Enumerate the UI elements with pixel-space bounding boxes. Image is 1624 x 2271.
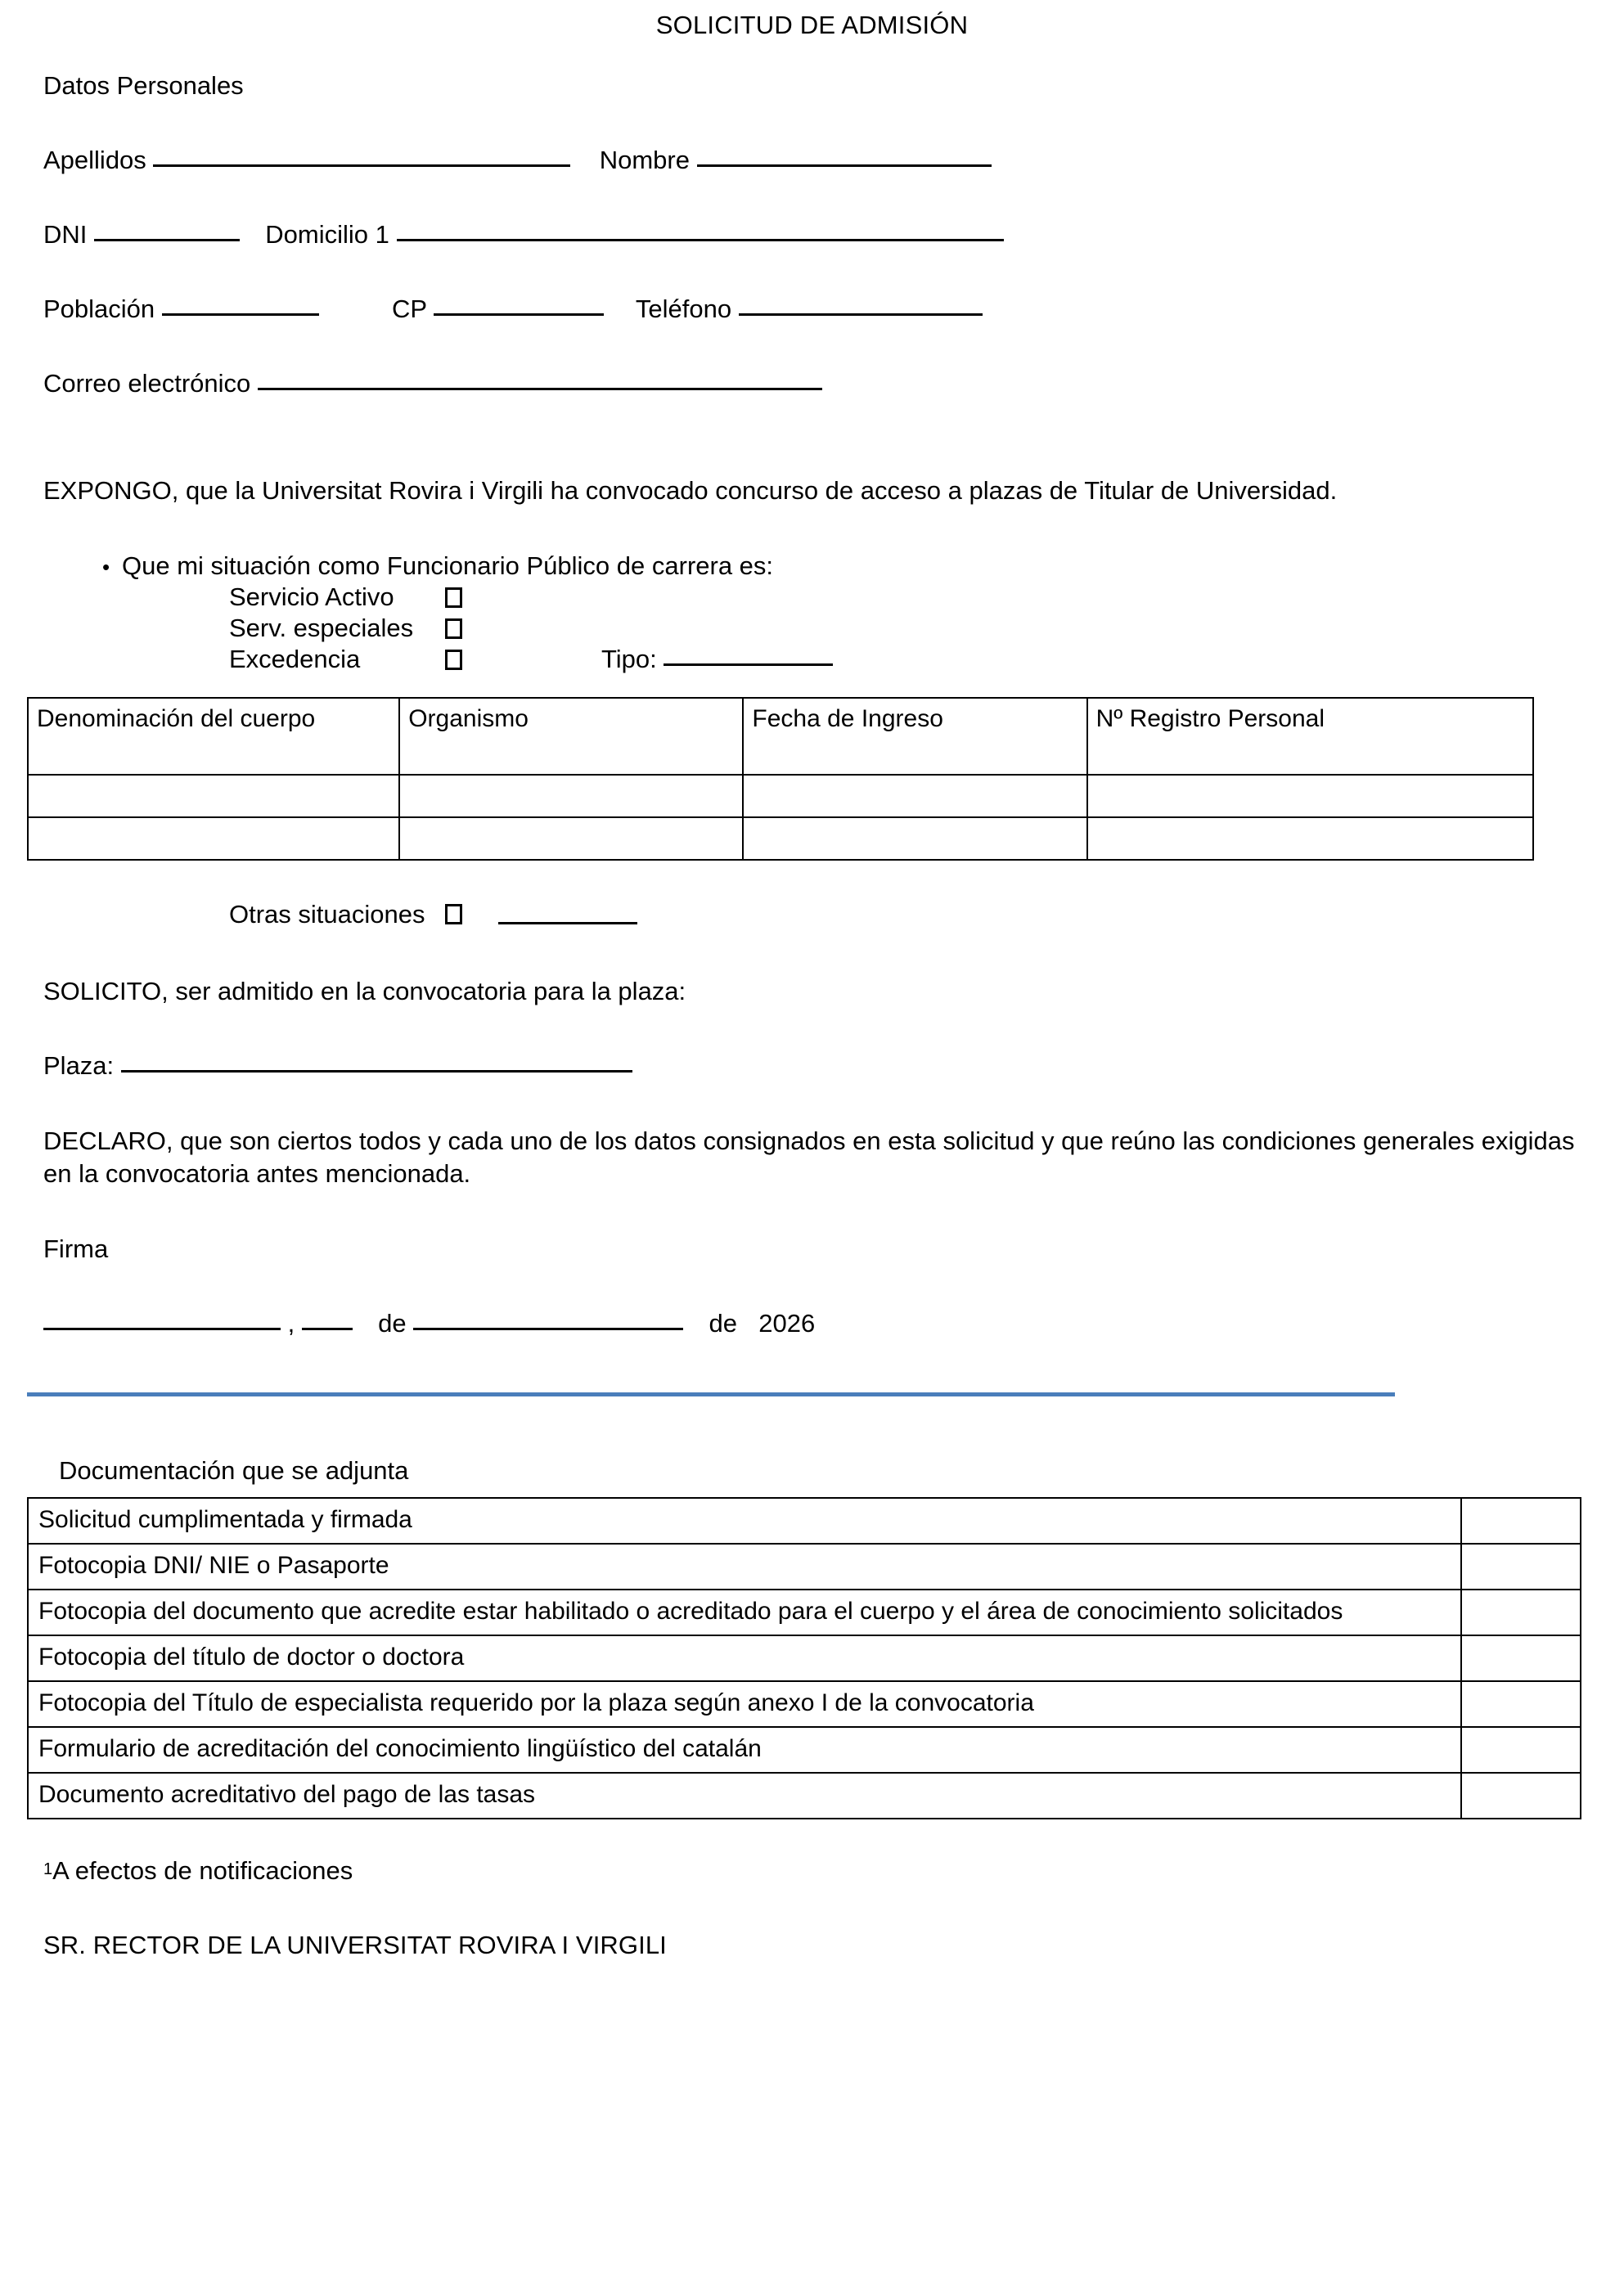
doc-label: Formulario de acreditación del conocimiento lingüístico del catalán bbox=[28, 1727, 1461, 1773]
tipo-field bbox=[601, 643, 833, 677]
doc-checkbox-cell[interactable] bbox=[1461, 1590, 1581, 1635]
doc-label: Fotocopia del título de doctor o doctora bbox=[28, 1635, 1461, 1681]
header-cell-fecha-ingreso: Fecha de Ingreso bbox=[743, 698, 1086, 775]
option-label: Excedencia bbox=[229, 645, 361, 674]
cuerpo-table bbox=[27, 697, 1534, 861]
section-divider-rule bbox=[27, 1392, 1395, 1396]
cell-fecha-ingreso[interactable] bbox=[743, 775, 1086, 817]
dni-label: DNI bbox=[43, 220, 88, 250]
doc-checkbox-cell[interactable] bbox=[1461, 1635, 1581, 1681]
documentation-table bbox=[27, 1497, 1581, 1819]
telefono-input-rule[interactable] bbox=[739, 295, 983, 316]
correo-input-rule[interactable] bbox=[258, 370, 822, 390]
field-row-plaza bbox=[43, 1050, 1581, 1082]
tipo-input-rule[interactable] bbox=[664, 645, 833, 666]
doc-label: Fotocopia DNI/ NIE o Pasaporte bbox=[28, 1544, 1461, 1590]
doc-label: Documento acreditativo del pago de las tasas bbox=[28, 1773, 1461, 1819]
poblacion-input-rule[interactable] bbox=[162, 295, 319, 316]
plaza-label: Plaza: bbox=[43, 1050, 115, 1080]
date-comma: , bbox=[287, 1309, 295, 1338]
field-row-poblacion-cp-telefono bbox=[43, 294, 1581, 326]
poblacion-label: Población bbox=[43, 294, 155, 323]
declaro-paragraph: DECLARO, que son ciertos todos y cada uno de los datos consignados en esta solicitud y que reúno las condiciones generales exigidas en la convocatoria antes mencionada. bbox=[43, 1126, 1575, 1188]
field-row-dni-domicilio bbox=[43, 219, 1581, 251]
footnote-text: A efectos de notificaciones bbox=[52, 1855, 353, 1885]
header-cell-organismo: Organismo bbox=[399, 698, 743, 775]
option-servicio-activo[interactable] bbox=[229, 582, 1581, 614]
doc-checkbox-cell[interactable] bbox=[1461, 1544, 1581, 1590]
header-cell-registro-personal: Nº Registro Personal bbox=[1087, 698, 1533, 775]
apellidos-label: Apellidos bbox=[43, 146, 146, 175]
doc-row[interactable] bbox=[28, 1590, 1581, 1635]
cp-label: CP bbox=[392, 294, 427, 323]
checkbox-otras-situaciones[interactable] bbox=[445, 904, 462, 924]
doc-row[interactable] bbox=[28, 1635, 1581, 1681]
table-header-row bbox=[28, 698, 1533, 775]
tipo-label: Tipo: bbox=[601, 645, 657, 674]
cell-organismo[interactable] bbox=[399, 817, 743, 860]
nombre-label: Nombre bbox=[599, 146, 690, 175]
doc-label: Solicitud cumplimentada y firmada bbox=[28, 1498, 1461, 1544]
expongo-bullet-text: Que mi situación como Funcionario Público de carrera es: bbox=[122, 551, 774, 580]
doc-checkbox-cell[interactable] bbox=[1461, 1498, 1581, 1544]
situacion-options-list bbox=[229, 582, 1581, 676]
footnote-marker: 1 bbox=[43, 1860, 53, 1878]
doc-checkbox-cell[interactable] bbox=[1461, 1773, 1581, 1819]
option-servicios-especiales[interactable] bbox=[229, 614, 1581, 645]
doc-row[interactable] bbox=[28, 1773, 1581, 1819]
footnote bbox=[43, 1855, 1581, 1887]
dia-input-rule[interactable] bbox=[302, 1310, 353, 1330]
otras-situaciones-input-rule[interactable] bbox=[498, 904, 637, 924]
cell-registro-personal[interactable] bbox=[1087, 775, 1533, 817]
lugar-input-rule[interactable] bbox=[43, 1310, 281, 1330]
solicito-paragraph: SOLICITO, ser admitido en la convocatoria para la plaza: bbox=[43, 976, 686, 1005]
dni-input-rule[interactable] bbox=[94, 221, 240, 241]
doc-checkbox-cell[interactable] bbox=[1461, 1727, 1581, 1773]
cell-denominacion[interactable] bbox=[28, 817, 399, 860]
documentation-caption: Documentación que se adjunta bbox=[59, 1456, 409, 1486]
cell-organismo[interactable] bbox=[399, 775, 743, 817]
firma-label: Firma bbox=[43, 1234, 109, 1264]
mes-input-rule[interactable] bbox=[413, 1310, 683, 1330]
cell-fecha-ingreso[interactable] bbox=[743, 817, 1086, 860]
apellidos-input-rule[interactable] bbox=[153, 146, 570, 167]
doc-row[interactable] bbox=[28, 1681, 1581, 1727]
checkbox-excedencia[interactable] bbox=[445, 650, 462, 670]
option-label: Servicio Activo bbox=[229, 582, 394, 612]
otras-situaciones-label: Otras situaciones bbox=[229, 899, 425, 929]
date-de-first: de bbox=[378, 1309, 407, 1338]
doc-row[interactable] bbox=[28, 1498, 1581, 1544]
correo-label: Correo electrónico bbox=[43, 368, 251, 398]
field-row-correo bbox=[43, 368, 1581, 400]
domicilio-label: Domicilio 1 bbox=[265, 220, 389, 250]
doc-row[interactable] bbox=[28, 1727, 1581, 1773]
plaza-input-rule[interactable] bbox=[121, 1052, 632, 1073]
table-row[interactable] bbox=[28, 775, 1533, 817]
table-row[interactable] bbox=[28, 817, 1533, 860]
header-cell-denominacion: Denominación del cuerpo bbox=[28, 698, 399, 775]
cp-input-rule[interactable] bbox=[434, 295, 604, 316]
domicilio-input-rule[interactable] bbox=[397, 221, 1004, 241]
doc-label: Fotocopia del documento que acredite estar habilitado o acreditado para el cuerpo y el área de conocimiento solicitados bbox=[28, 1590, 1461, 1635]
doc-row[interactable] bbox=[28, 1544, 1581, 1590]
expongo-paragraph: EXPONGO, que la Universitat Rovira i Virgili ha convocado concurso de acceso a plazas de Titular de Universidad. bbox=[43, 476, 1338, 506]
option-label: Serv. especiales bbox=[229, 614, 414, 643]
date-year: 2026 bbox=[758, 1309, 816, 1338]
date-de-second: de bbox=[709, 1309, 737, 1338]
option-excedencia[interactable] bbox=[229, 645, 1581, 676]
page-title: SOLICITUD DE ADMISIÓN bbox=[655, 11, 969, 39]
doc-label: Fotocopia del Título de especialista requerido por la plaza según anexo I de la convocatoria bbox=[28, 1681, 1461, 1727]
telefono-label: Teléfono bbox=[635, 294, 732, 323]
nombre-input-rule[interactable] bbox=[697, 146, 992, 167]
bullet-dot-icon: • bbox=[102, 554, 110, 579]
cell-denominacion[interactable] bbox=[28, 775, 399, 817]
checkbox-servicio-activo[interactable] bbox=[445, 587, 462, 608]
section-heading-personal-data: Datos Personales bbox=[43, 71, 244, 101]
option-otras-situaciones[interactable] bbox=[229, 897, 1581, 933]
rector-addressee: SR. RECTOR DE LA UNIVERSITAT ROVIRA I VIRGILI bbox=[43, 1930, 667, 1959]
field-row-apellidos-nombre bbox=[43, 145, 1581, 177]
expongo-bullet-item bbox=[43, 551, 1581, 582]
cell-registro-personal[interactable] bbox=[1087, 817, 1533, 860]
checkbox-servicios-especiales[interactable] bbox=[445, 618, 462, 639]
field-row-date bbox=[43, 1308, 1581, 1340]
doc-checkbox-cell[interactable] bbox=[1461, 1681, 1581, 1727]
